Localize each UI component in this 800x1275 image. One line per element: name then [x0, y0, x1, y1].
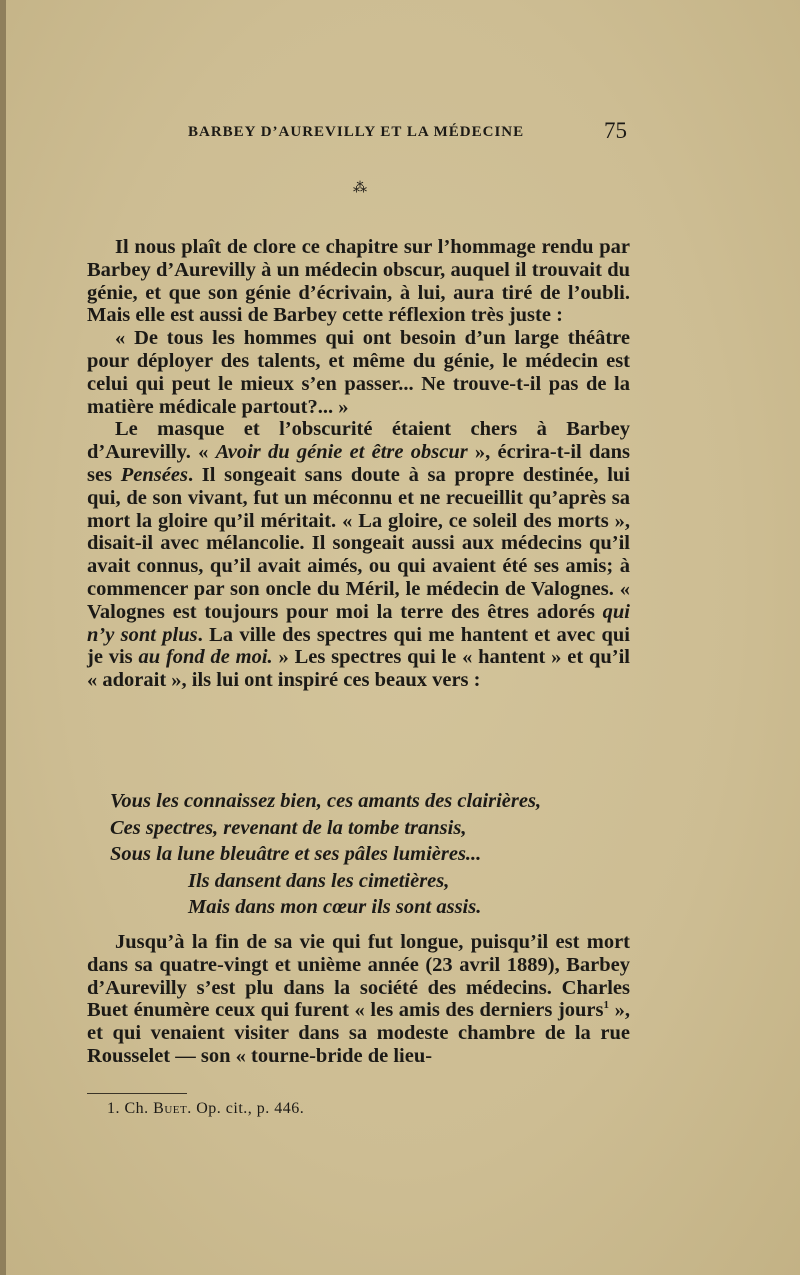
p3-italic-quote: Avoir du génie et être obscur — [215, 441, 468, 464]
p3-text-d: . La ville des spectres qui me hantent et avec qui je vis — [87, 623, 630, 669]
verse-line-3: Sous la lune bleuâtre et ses pâles lumières... — [110, 843, 482, 865]
p3-text-c: . Il songeait sans doute à sa propre destinée, lui qui, de son vivant, fut un méconnu et ne recueillit qu’après sa mort la gloire qu’il méritait. « La gloire, ce soleil des morts », disait-il avec mélancolie. Il songeait aussi aux médecins qu’il avait connus, qu’il avait aimés, ou qui avaient été ses amis; à commencer par son oncle du Méril, le médecin de Valognes. « Valognes est toujours pour moi la terre des êtres adorés — [87, 463, 630, 623]
p3-italic-title: Pensées — [120, 463, 188, 486]
p3-italic-phrase-2: au fond de moi. — [138, 646, 273, 669]
p3-text-b: », écrira-t-il dans ses — [87, 441, 631, 486]
footnote-divider — [87, 1093, 187, 1094]
main-text-continued — [87, 931, 630, 1068]
paragraph-3 — [87, 418, 630, 692]
footnote-citation: . Op. cit., p. 446. — [187, 1100, 305, 1117]
p3-text-a: Le masque et l’obscurité étaient chers à Barbey d’Aurevilly. « — [87, 418, 630, 464]
verse-line-5: Mais dans mon cœur ils sont assis. — [188, 896, 482, 918]
verse-line-2: Ces spectres, revenant de la tombe transis, — [110, 816, 467, 839]
page-header — [0, 120, 800, 150]
main-text — [87, 236, 630, 692]
p3-text-e: » Les spectres qui le « hantent » et qu’il « adorait », ils lui ont inspiré ces beaux vers : — [87, 646, 630, 692]
page-edge-shadow — [0, 0, 6, 1275]
running-title: BARBEY D’AUREVILLY ET LA MÉDECINE — [188, 124, 525, 140]
paragraph-1: Il nous plaît de clore ce chapitre sur l’hommage rendu par Barbey d’Aurevilly à un médecin obscur, auquel il trouvait du génie, et que son génie d’écrivain, à lui, aura tiré de l’oubli. Mais elle est aussi de Barbey cette réflexion très juste : — [87, 236, 630, 327]
footnote-ref: 1 — [603, 999, 610, 1012]
paragraph-2-quote: « De tous les hommes qui ont besoin d’un large théâtre pour déployer des talents, et même du génie, le médecin est celui qui peut le mieux s’en passer... Ne trouve-t-il pas de la matière médicale partout?... » — [87, 327, 630, 418]
footnote-author-prefix: Ch. — [124, 1100, 149, 1117]
footnote — [107, 1100, 304, 1118]
poem-verse — [110, 788, 630, 921]
footnote-number: 1. — [107, 1100, 120, 1117]
section-asterism: ⁂ — [353, 181, 367, 196]
verse-line-4: Ils dansent dans les cimetières, — [188, 869, 450, 892]
paragraph-4 — [87, 931, 630, 1068]
p4-text-b: », et qui venaient visiter dans sa modeste chambre de la rue Rousselet — son « tourne-bride de lieu- — [87, 999, 630, 1067]
p4-text-a: Jusqu’à la fin de sa vie qui fut longue, puisqu’il est mort dans sa quatre-vingt et unième année (23 avril 1889), Barbey d’Aurevilly s’est plu dans la société des médecins. Charles Buet énumère ceux qui furent « les amis des derniers jours — [87, 931, 630, 1022]
verse-line-1: Vous les connaissez bien, ces amants des clairières, — [110, 790, 542, 812]
page-number: 75 — [604, 118, 627, 143]
footnote-author-name: Buet — [153, 1100, 188, 1117]
p3-italic-phrase: qui n’y sont plus — [87, 600, 630, 646]
